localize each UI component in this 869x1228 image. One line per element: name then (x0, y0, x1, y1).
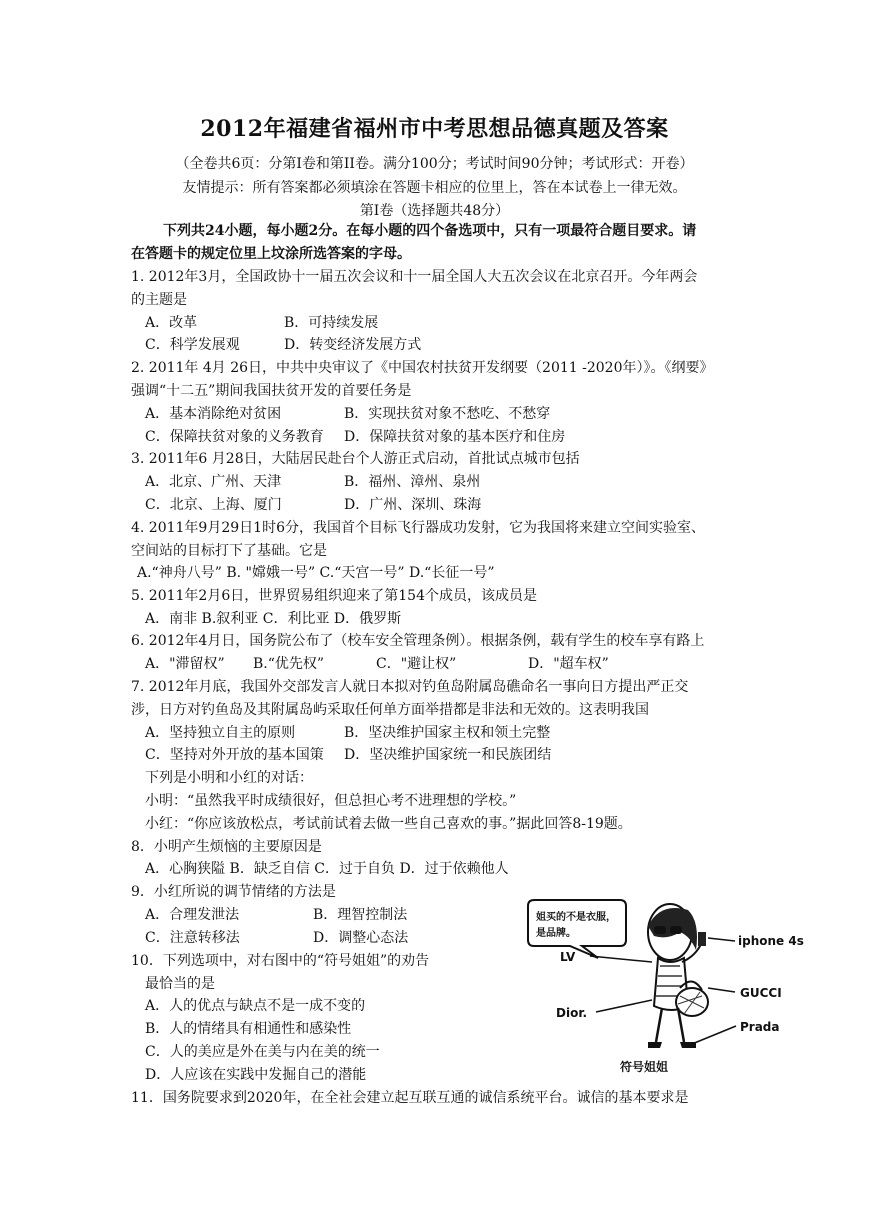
question-8-stem: 8．小明产生烦恼的主要原因是 (131, 839, 322, 855)
question-10-option-a: A．人的优点与缺点不是一成不变的 (145, 998, 366, 1014)
dialogue-xiaohong: 小红：“你应该放松点，考试前试着去做一些自己喜欢的事。”据此回答8-19题。 (145, 816, 632, 832)
question-2-option-c: C．保障扶贫对象的义务教育 (145, 429, 324, 445)
question-2-stem: 2. 2011年 4月 26日，中共中央审议了《中国农村扶贫开发纲要（2011 -2020年）》。《纲要》 (131, 360, 714, 376)
question-5-options: A．南非 B.叙利亚 C．利比亚 D．俄罗斯 (145, 611, 402, 627)
question-2-option-d: D．保障扶贫对象的基本医疗和住房 (344, 429, 566, 445)
question-3-option-d: D．广州、深圳、珠海 (344, 497, 482, 513)
question-4-options: A.“神舟八号” B. "嫦娥一号” C.“天宫一号” D.“长征一号” (137, 565, 495, 581)
question-10-stem-cont: 最恰当的是 (145, 976, 215, 992)
question-6-stem: 6. 2012年4月日，国务院公布了（校车安全管理条例）。根据条例，载有学生的校车享有路上 (131, 633, 705, 649)
question-6-option-c: C．"避让权” (376, 656, 457, 672)
question-7-stem: 7. 2012年月底，我国外交部发言人就日本拟对钓鱼岛附属岛礁命名一事向日方提出严正交 (131, 679, 689, 695)
question-6-option-b: B.“优先权” (253, 656, 325, 672)
question-6-option-a: A．"滞留权” (145, 656, 225, 672)
label-dior: Dior. (556, 1006, 588, 1020)
question-3-stem: 3. 2011年6 月28日，大陆居民赴台个人游正式启动，首批试点城市包括 (131, 451, 580, 467)
question-1-option-d: D．转变经济发展方式 (284, 337, 422, 353)
instruction-line-2: 在答题卡的规定位里上坟涂所选答案的字母。 (131, 246, 411, 262)
question-6-option-d: D．"超车权” (528, 656, 609, 672)
question-2-option-a: A．基本消除绝对贫困 (145, 406, 282, 422)
question-7-option-b: B．坚决维护国家主权和领土完整 (344, 725, 551, 741)
question-10-option-b: B．人的情绪具有相通性和感染性 (145, 1021, 352, 1037)
question-4-stem: 4. 2011年9月29日1时6分，我国首个目标飞行器成功发射，它为我国将来建立空间实验室、 (131, 520, 705, 536)
bubble-text-line-2: 是品牌。 (536, 928, 576, 939)
question-9-option-b: B．理智控制法 (313, 907, 408, 923)
label-gucci: GUCCI (740, 986, 782, 1000)
question-2-stem-cont: 强调“十二五”期间我国扶贫开发的首要任务是 (131, 383, 412, 399)
label-prada: Prada (740, 1020, 780, 1034)
question-9-option-c: C．注意转移法 (145, 930, 240, 946)
question-10-stem: 10．下列选项中，对右图中的“符号姐姐”的劝告 (131, 953, 430, 969)
question-7-option-c: C．坚持对外开放的基本国策 (145, 747, 324, 763)
label-lv: LV (560, 950, 576, 964)
phone-shape (698, 932, 706, 946)
question-3-option-b: B．福州、漳州、泉州 (344, 474, 481, 490)
cartoon-figure (520, 896, 820, 1078)
question-2-option-b: B．实现扶贫对象不愁吃、不愁穿 (344, 406, 551, 422)
question-1-option-a: A．改革 (145, 315, 198, 331)
instruction-line-1: 下列共24小题，每小题2分。在每小题的四个备选项中，只有一项最符合题目要求。请 (163, 223, 697, 239)
question-9-stem: 9．小红所说的调节情绪的方法是 (131, 884, 336, 900)
question-7-option-d: D．坚决维护国家统一和民族团结 (344, 747, 552, 763)
question-10-option-d: D．人应该在实践中发掘自己的潜能 (145, 1067, 367, 1083)
question-7-stem-cont: 涉，日方对钓鱼岛及其附属岛屿采取任何单方面举措都是非法和无效的。这表明我国 (131, 702, 649, 718)
sunglasses-right (670, 926, 682, 934)
question-10-option-c: C．人的美应是外在美与内在美的统一 (145, 1044, 380, 1060)
page-title: 2012年福建省福州市中考思想品德真题及答案 (200, 116, 669, 142)
question-9-option-a: A．合理发泄法 (145, 907, 240, 923)
figure-caption: 符号姐姐 (620, 1060, 669, 1074)
exam-info: （全卷共6页：分第I卷和第II卷。满分100分；考试时间90分钟；考试形式：开卷） (175, 156, 694, 172)
question-7-option-a: A．坚持独立自主的原则 (145, 725, 296, 741)
question-3-option-a: A．北京、广州、天津 (145, 474, 282, 490)
question-1-option-b: B．可持续发展 (284, 315, 379, 331)
label-iphone: iphone 4s (738, 934, 804, 948)
question-3-option-c: C．北京、上海、厦门 (145, 497, 282, 513)
question-9-option-d: D．调整心态法 (313, 930, 409, 946)
question-11-stem: 11．国务院要求到2020年，在全社会建立起互联互通的诚信系统平台。诚信的基本要求是 (131, 1090, 689, 1106)
question-1-stem-cont: 的主题是 (131, 292, 187, 308)
dialogue-intro: 下列是小明和小红的对话： (145, 770, 313, 786)
friendly-tip: 友情提示：所有答案都必须填涂在答题卡相应的位里上，答在本试卷上一律无效。 (182, 180, 687, 196)
question-1-stem: 1. 2012年3月，全国政协十一届五次会议和十一届全国人大五次会议在北京召开。今年两会 (131, 269, 698, 285)
question-8-options: A．心胸狭隘 B．缺乏自信 C．过于自负 D．过于依赖他人 (145, 861, 509, 877)
bubble-text-line-1: 姐买的不是衣服， (536, 912, 616, 923)
question-4-stem-cont: 空间站的目标打下了基础。它是 (131, 543, 327, 559)
section-heading: 第I卷（选择题共48分） (359, 203, 510, 219)
sunglasses-left (654, 926, 666, 934)
question-1-option-c: C．科学发展观 (145, 337, 240, 353)
question-5-stem: 5. 2011年2月6日，世界贸易组织迎来了第154个成员，该成员是 (131, 588, 537, 604)
dialogue-xiaoming: 小明：“虽然我平时成绩很好，但总担心考不进理想的学校。” (145, 793, 517, 809)
